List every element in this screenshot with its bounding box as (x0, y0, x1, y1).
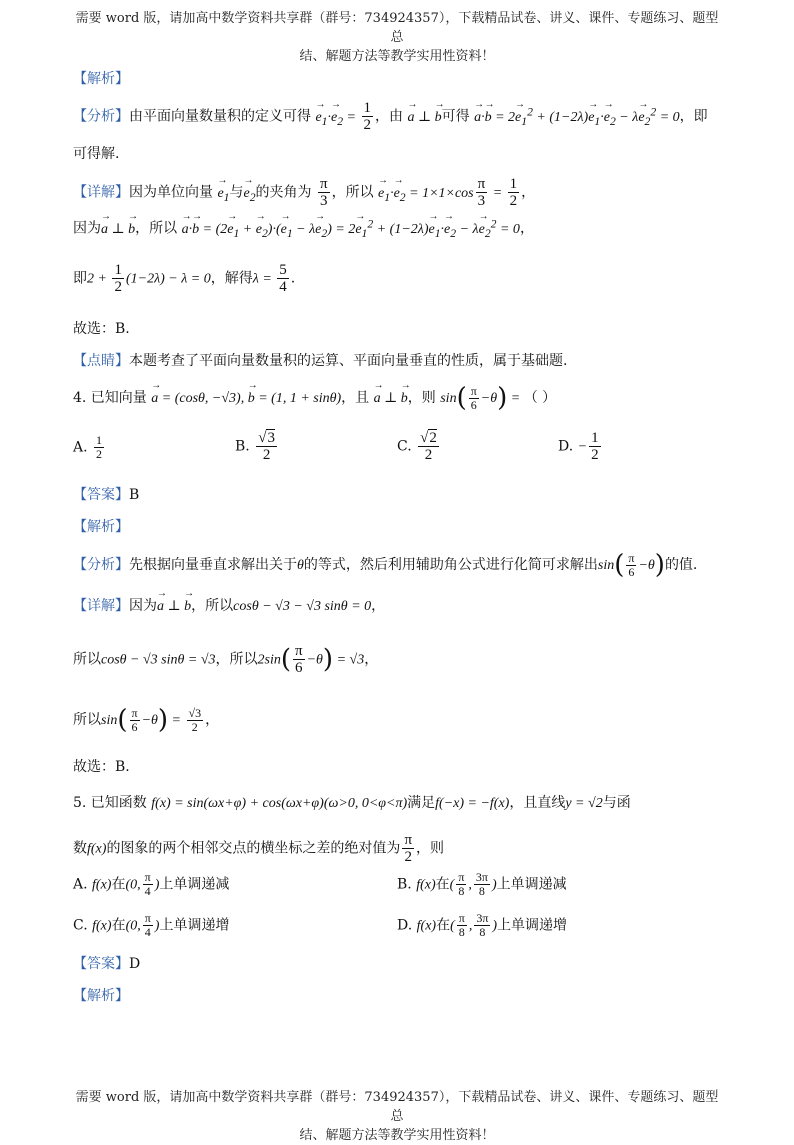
q3-dianjing-text: 本题考查了平面向量数量积的运算、平面向量垂直的性质，属于基础题. (129, 353, 568, 369)
q3-xj-text2: 与 (229, 184, 244, 201)
q4-daan-value: B (129, 487, 140, 503)
q5-option-a-zai: 在 (111, 876, 126, 893)
q3-xiangjie-tag: 【详解】 (73, 184, 129, 201)
q3-fenxi-cont: 可得解. (73, 146, 120, 162)
q5-option-c-label: C. (73, 917, 88, 934)
q3-xj-text1: 因为单位向量 (129, 184, 213, 201)
q5-stem-text1: 满足 (407, 795, 436, 811)
footer-line-2: 结、解题方法等教学实用性资料！ (299, 1128, 495, 1143)
q5-jiexi-label: 【解析】 (73, 988, 129, 1004)
q4-xiangjie-tag: 【详解】 (73, 598, 129, 614)
q4-daan-tag: 【答案】 (73, 487, 129, 503)
q4-xj-text2: ，所以 (191, 598, 234, 614)
footer-banner (70, 1088, 724, 1145)
q3-l2-text2: ，所以 (135, 220, 178, 237)
q3-fenxi-text3: 可得 (441, 108, 470, 125)
q4-xiangjie-1: 【详解】因为→ a ⊥ → b，所以cosθ − √3 − √3 sinθ = 0， (73, 595, 385, 615)
q3-l3-text2: ，解得 (210, 270, 253, 287)
q4-fenxi-text2: 的等式，然后利用辅助角公式进行化简可求解出 (303, 557, 598, 573)
q5-option-d[interactable]: D. f(x)在( $\frac{\pi}{8}$ , $\frac{3\pi}{8}$ )上单调递增 (397, 911, 568, 939)
q3-xiangjie-1: 【详解】因为单位向量 → $e_1$与→ $e_2$的夹角为 $\frac{\pi}{3}$ ，所以 → $e_1\cdot\to e_2 = 1\times 1\times\cos$ $\frac{\pi}{3}$ = $\frac{1}{2}$ ， (73, 176, 535, 209)
q5-option-a-text: 上单调递减 (159, 876, 230, 893)
q5-option-b-label: B. (397, 876, 412, 893)
q4-option-d-label: D. (558, 438, 574, 455)
q3-fenxi-text: 由平面向量数量积的定义可得 (129, 108, 311, 125)
q5-option-c[interactable]: C. f(x)在(0, $\frac{\pi}{4}$ )上单调递增 (73, 911, 230, 939)
q4-option-a-label: A. (73, 439, 88, 456)
q4-option-b-label: B. (235, 438, 250, 455)
q4-stem: 4. 已知向量 → a = (cosθ, −√3), → b = (1, 1 + sinθ)，且 → a ⊥ → b，则 sin( $\frac{\pi}{6}$ −θ) = （ ） (73, 383, 556, 413)
q4-stem-text1: ，且 (341, 390, 370, 406)
q5-stem-2: 数f(x)的图象的两个相邻交点的横坐标之差的绝对值为 $\frac{\pi}{2}$ ，则 (73, 832, 445, 865)
q4-l3-text1: 所以 (73, 712, 101, 728)
q4-jiexi-label: 【解析】 (73, 519, 129, 535)
q5-daan-value: D (129, 956, 141, 972)
q3-xj-text4: ，所以 (331, 184, 374, 201)
q3-l3-text1: 即 (73, 270, 87, 287)
q4-fenxi-tag: 【分析】 (73, 557, 129, 573)
q3-dianjing-tag: 【点睛】 (73, 353, 129, 369)
q5-option-d-label: D. (397, 917, 413, 934)
q5-option-c-zai: 在 (111, 917, 126, 934)
q4-fenxi: 【分析】先根据向量垂直求解出关于θ的等式，然后利用辅助角公式进行化简可求解出sin( $\frac{\pi}{6}$ −θ)的值. (73, 550, 698, 580)
banner-line-2: 结、解题方法等教学实用性资料！ (299, 49, 495, 64)
q5-l2-text1: 数 (73, 840, 87, 857)
q4-stem-num: 4. 已知向量 (73, 390, 147, 406)
q5-option-a[interactable]: A. f(x)在(0, $\frac{\pi}{4}$ )上单调递减 (73, 870, 230, 898)
q5-stem-text2: ，且直线 (509, 795, 566, 811)
q4-xj-text1: 因为 (129, 598, 157, 614)
q4-stem-paren: （ ） (523, 390, 557, 406)
q3-fenxi: 【分析】由平面向量数量积的定义可得 → $e_1\cdot\to e_2$ = $\frac{1}{2}$ ，由 → a ⊥ → b可得 → $a\cdot\to b = 2\to e_1^2 + (1-2\lambda)\to e_1\cdot\to e_2 - \lambda\to e_2^2 = 0$，即 (73, 100, 708, 133)
q5-option-b-zai: 在 (435, 876, 450, 893)
q5-option-a-label: A. (73, 876, 88, 893)
q4-xiangjie-3: 所以sin( $\frac{\pi}{6}$ −θ) = $\frac{√3}{2}$ ， (73, 705, 220, 735)
q5-daan-tag: 【答案】 (73, 956, 129, 972)
banner-line-1: 需要 word 版，请加高中数学资料共享群（群号：734924357），下载精品试卷、讲义、课件、专题练习、题型总 (75, 11, 719, 45)
q5-l2-text2: 的图象的两个相邻交点的横坐标之差的绝对值为 (106, 840, 401, 857)
q4-option-b[interactable]: B. $\frac{√3}{2}$ (235, 430, 275, 463)
q5-stem-1: 5. 已知函数 f(x) = sin(ωx+φ) + cos(ωx+φ)(ω>0, 0<φ<π)满足f(−x) = −f(x)，且直线y = √2与函 (73, 795, 631, 811)
q4-daan (73, 484, 139, 504)
q4-stem-text2: ，则 (407, 390, 436, 406)
q3-dianjing (73, 350, 567, 370)
q3-xiangjie-2: 因为→ a ⊥ → b，所以 → $a\cdot\to b = (2\to e_1$ + → $e_2)\cdot(\to e_1 - \lambda\to e_2) = 2\to e_1^2 + (1-2\lambda)\to e_1\cdot\to e_2 - \lambda\to e_2^2 = 0$， (73, 217, 534, 239)
q4-answer: 故选：B. (73, 759, 130, 775)
q4-l2-text1: 所以 (73, 651, 101, 668)
q4-option-c-label: C. (397, 438, 412, 455)
q3-jiexi-label: 【解析】 (73, 71, 129, 87)
q5-option-d-zai: 在 (436, 917, 451, 934)
q3-fenxi-tag: 【分析】 (73, 108, 129, 125)
q3-xj-text3: 的夹角为 (255, 184, 312, 201)
footer-line-1: 需要 word 版，请加高中数学资料共享群（群号：734924357），下载精品试卷、讲义、课件、专题练习、题型总 (75, 1090, 719, 1124)
q3-l2-text1: 因为 (73, 220, 101, 237)
q4-l2-text2: ，所以 (215, 651, 258, 668)
q4-fenxi-text3: 的值. (664, 557, 698, 573)
q5-stem-text3: 与函 (602, 795, 631, 811)
q5-option-b-text: 上单调递减 (496, 876, 567, 893)
header-banner (70, 9, 724, 66)
q3-xiangjie-3: 即2 + $\frac{1}{2}$ (1−2λ) − λ = 0，解得λ = $\frac{5}{4}$ . (73, 262, 296, 295)
q4-fenxi-text1: 先根据向量垂直求解出关于 (129, 557, 297, 573)
q5-option-d-text: 上单调递增 (497, 917, 568, 934)
q3-fenxi-text2: ，由 (375, 108, 403, 125)
q5-stem-num: 5. 已知函数 (73, 795, 147, 811)
q3-answer: 故选：B. (73, 321, 130, 337)
q5-option-b[interactable]: B. f(x)在( $\frac{\pi}{8}$ , $\frac{3\pi}{8}$ )上单调递减 (397, 870, 567, 898)
q4-option-d[interactable]: D. − $\frac{1}{2}$ (558, 430, 599, 463)
q4-option-a[interactable]: A. $\frac{1}{2}$ (73, 433, 103, 461)
q5-option-c-text: 上单调递增 (159, 917, 230, 934)
q3-fenxi-text4: ，即 (679, 108, 708, 125)
q4-xiangjie-2: 所以cosθ − √3 sinθ = √3，所以2sin( $\frac{\pi}{6}$ −θ) = √3， (73, 643, 379, 676)
q5-l2-text3: ，则 (416, 840, 445, 857)
q5-daan (73, 953, 140, 973)
q4-option-c[interactable]: C. $\frac{√2}{2}$ (397, 430, 437, 463)
